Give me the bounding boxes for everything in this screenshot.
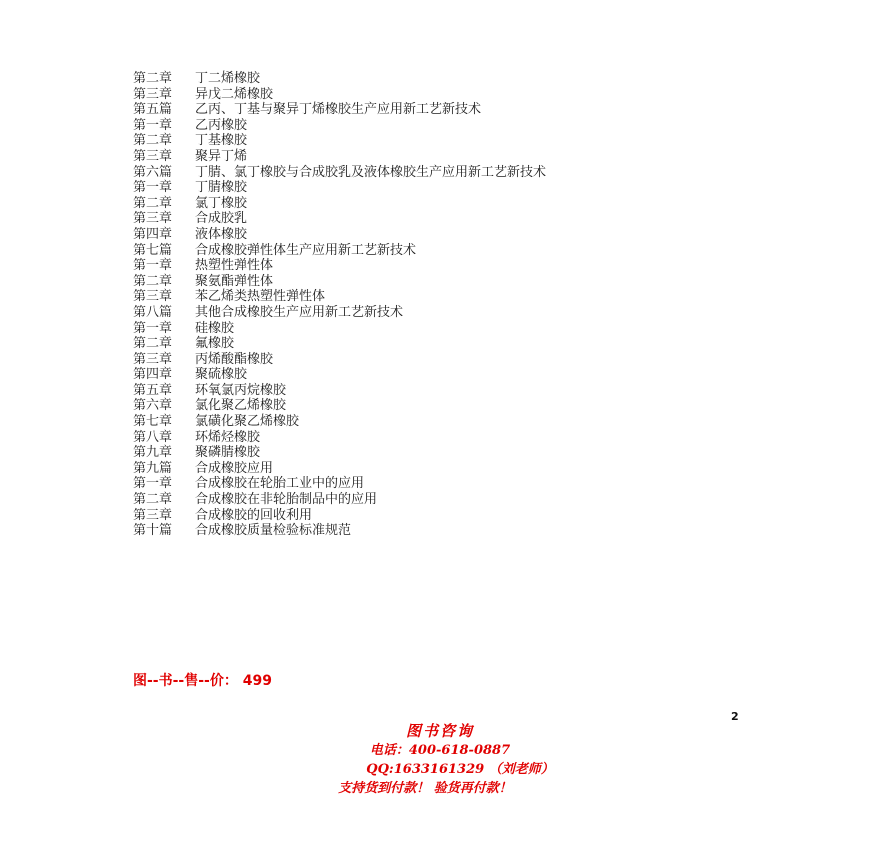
- toc-entry-title: 氯磺化聚乙烯橡胶: [195, 414, 300, 430]
- toc-entry: [133, 398, 546, 414]
- toc-entry: [133, 133, 546, 149]
- toc-entry-number: 第二章: [133, 336, 173, 352]
- toc-entry-number: 第二章: [133, 195, 173, 211]
- toc-entry: [133, 87, 546, 103]
- toc-entry-title: 合成橡胶在轮胎工业中的应用: [195, 476, 365, 492]
- contact-phone: 电话：400-618-0887: [369, 743, 511, 758]
- toc-entry-title: 合成胶乳: [195, 211, 248, 227]
- toc-entry: [133, 430, 546, 446]
- contact-title: 图书咨询: [405, 722, 474, 740]
- toc-entry-title: 聚氨酯弹性体: [195, 273, 274, 289]
- toc-entry-number: 第一章: [133, 180, 173, 196]
- toc-entry-number: 第八篇: [133, 304, 173, 320]
- toc-entry-title: 硅橡胶: [195, 320, 235, 336]
- toc-entry-title: 氯丁橡胶: [195, 195, 248, 211]
- toc-entry-title: 丁基橡胶: [195, 133, 248, 149]
- toc-entry-title: 苯乙烯类热塑性弹性体: [195, 289, 326, 305]
- toc-entry-title: 合成橡胶弹性体生产应用新工艺新技术: [195, 242, 417, 258]
- toc-entry: [133, 414, 546, 430]
- toc-entry-number: 第九章: [133, 445, 173, 461]
- toc-entry-number: 第四章: [133, 367, 173, 383]
- toc-entry-number: 第五章: [133, 382, 173, 398]
- toc-entry-number: 第三章: [133, 211, 173, 227]
- toc-entry: [133, 258, 546, 274]
- toc-entry-title: 氟橡胶: [195, 336, 235, 352]
- toc-entry-number: 第二章: [133, 273, 173, 289]
- toc-entry-number: 第一章: [133, 476, 173, 492]
- toc-entry-number: 第四章: [133, 226, 173, 242]
- toc-entry-number: 第七章: [133, 414, 173, 430]
- toc-entry-number: 第三章: [133, 351, 173, 367]
- toc-entry-title: 氯化聚乙烯橡胶: [195, 398, 287, 414]
- price-line: 图--书--售--价： 499: [133, 673, 272, 689]
- toc-entry: [133, 149, 546, 165]
- toc-entry-number: 第一章: [133, 117, 173, 133]
- toc-entry: [133, 102, 546, 118]
- toc-entry-number: 第二章: [133, 71, 173, 86]
- toc-entry: [133, 227, 546, 243]
- toc-entry-number: 第三章: [133, 86, 173, 102]
- toc-entry: [133, 196, 546, 212]
- contact-slogan: 支持货到付款！ 验货再付款！: [338, 781, 512, 796]
- toc-entry-title: 其他合成橡胶生产应用新工艺新技术: [195, 304, 404, 320]
- toc-entry: [133, 492, 546, 508]
- toc-entry-title: 丁腈、氯丁橡胶与合成胶乳及液体橡胶生产应用新工艺新技术: [195, 164, 547, 180]
- toc-entry: [133, 367, 546, 383]
- toc-entry-title: 热塑性弹性体: [195, 258, 274, 274]
- toc-entry: [133, 274, 546, 290]
- toc-entry: [133, 336, 546, 352]
- table-of-contents: [133, 71, 546, 539]
- toc-entry-number: 第三章: [133, 289, 173, 305]
- toc-entry-title: 环烯烃橡胶: [195, 429, 261, 445]
- toc-entry-title: 合成橡胶应用: [195, 460, 274, 476]
- toc-entry: [133, 289, 546, 305]
- toc-entry-number: 第一章: [133, 258, 173, 274]
- toc-entry: [133, 211, 546, 227]
- toc-entry-number: 第一章: [133, 320, 173, 336]
- page-number: 2: [731, 710, 739, 723]
- contact-block: [280, 722, 600, 798]
- toc-entry-number: 第六篇: [133, 164, 173, 180]
- toc-entry-title: 聚硫橡胶: [195, 367, 248, 383]
- toc-entry-title: 乙丙、丁基与聚异丁烯橡胶生产应用新工艺新技术: [195, 102, 482, 118]
- toc-entry-number: 第三章: [133, 148, 173, 164]
- toc-entry: [133, 476, 546, 492]
- toc-entry-number: 第八章: [133, 429, 173, 445]
- toc-entry-title: 丁腈橡胶: [195, 180, 248, 196]
- contact-qq: QQ:1633161329 （刘老师）: [366, 762, 554, 777]
- toc-entry-number: 第二章: [133, 492, 173, 508]
- toc-entry-number: 第五篇: [133, 102, 173, 118]
- toc-entry-number: 第二章: [133, 133, 173, 149]
- toc-entry-title: 液体橡胶: [195, 226, 248, 242]
- toc-entry-number: 第三章: [133, 507, 173, 523]
- toc-entry-title: 异戊二烯橡胶: [195, 86, 274, 102]
- toc-entry-title: 合成橡胶质量检验标准规范: [195, 523, 352, 539]
- toc-entry-title: 合成橡胶在非轮胎制品中的应用: [195, 492, 378, 508]
- toc-entry-title: 环氧氯丙烷橡胶: [195, 382, 287, 398]
- toc-entry: [133, 118, 546, 134]
- toc-entry: [133, 71, 546, 87]
- toc-entry-number: 第九篇: [133, 460, 173, 476]
- toc-entry: [133, 305, 546, 321]
- toc-entry: [133, 445, 546, 461]
- toc-entry: [133, 523, 546, 539]
- toc-entry-number: 第七篇: [133, 242, 173, 258]
- toc-entry: [133, 321, 546, 337]
- toc-entry-title: 合成橡胶的回收利用: [195, 507, 313, 523]
- toc-entry: [133, 243, 546, 259]
- toc-entry: [133, 461, 546, 477]
- toc-entry-number: 第十篇: [133, 523, 173, 539]
- toc-entry: [133, 508, 546, 524]
- toc-entry-number: 第六章: [133, 398, 173, 414]
- toc-entry-title: 聚异丁烯: [195, 148, 248, 164]
- toc-entry-title: 丙烯酸酯橡胶: [195, 351, 274, 367]
- toc-entry: [133, 180, 546, 196]
- toc-entry: [133, 383, 546, 399]
- toc-entry-title: 乙丙橡胶: [195, 117, 248, 133]
- toc-entry: [133, 352, 546, 368]
- toc-entry-title: 聚磷腈橡胶: [195, 445, 261, 461]
- toc-entry-title: 丁二烯橡胶: [195, 71, 261, 86]
- toc-entry: [133, 165, 546, 181]
